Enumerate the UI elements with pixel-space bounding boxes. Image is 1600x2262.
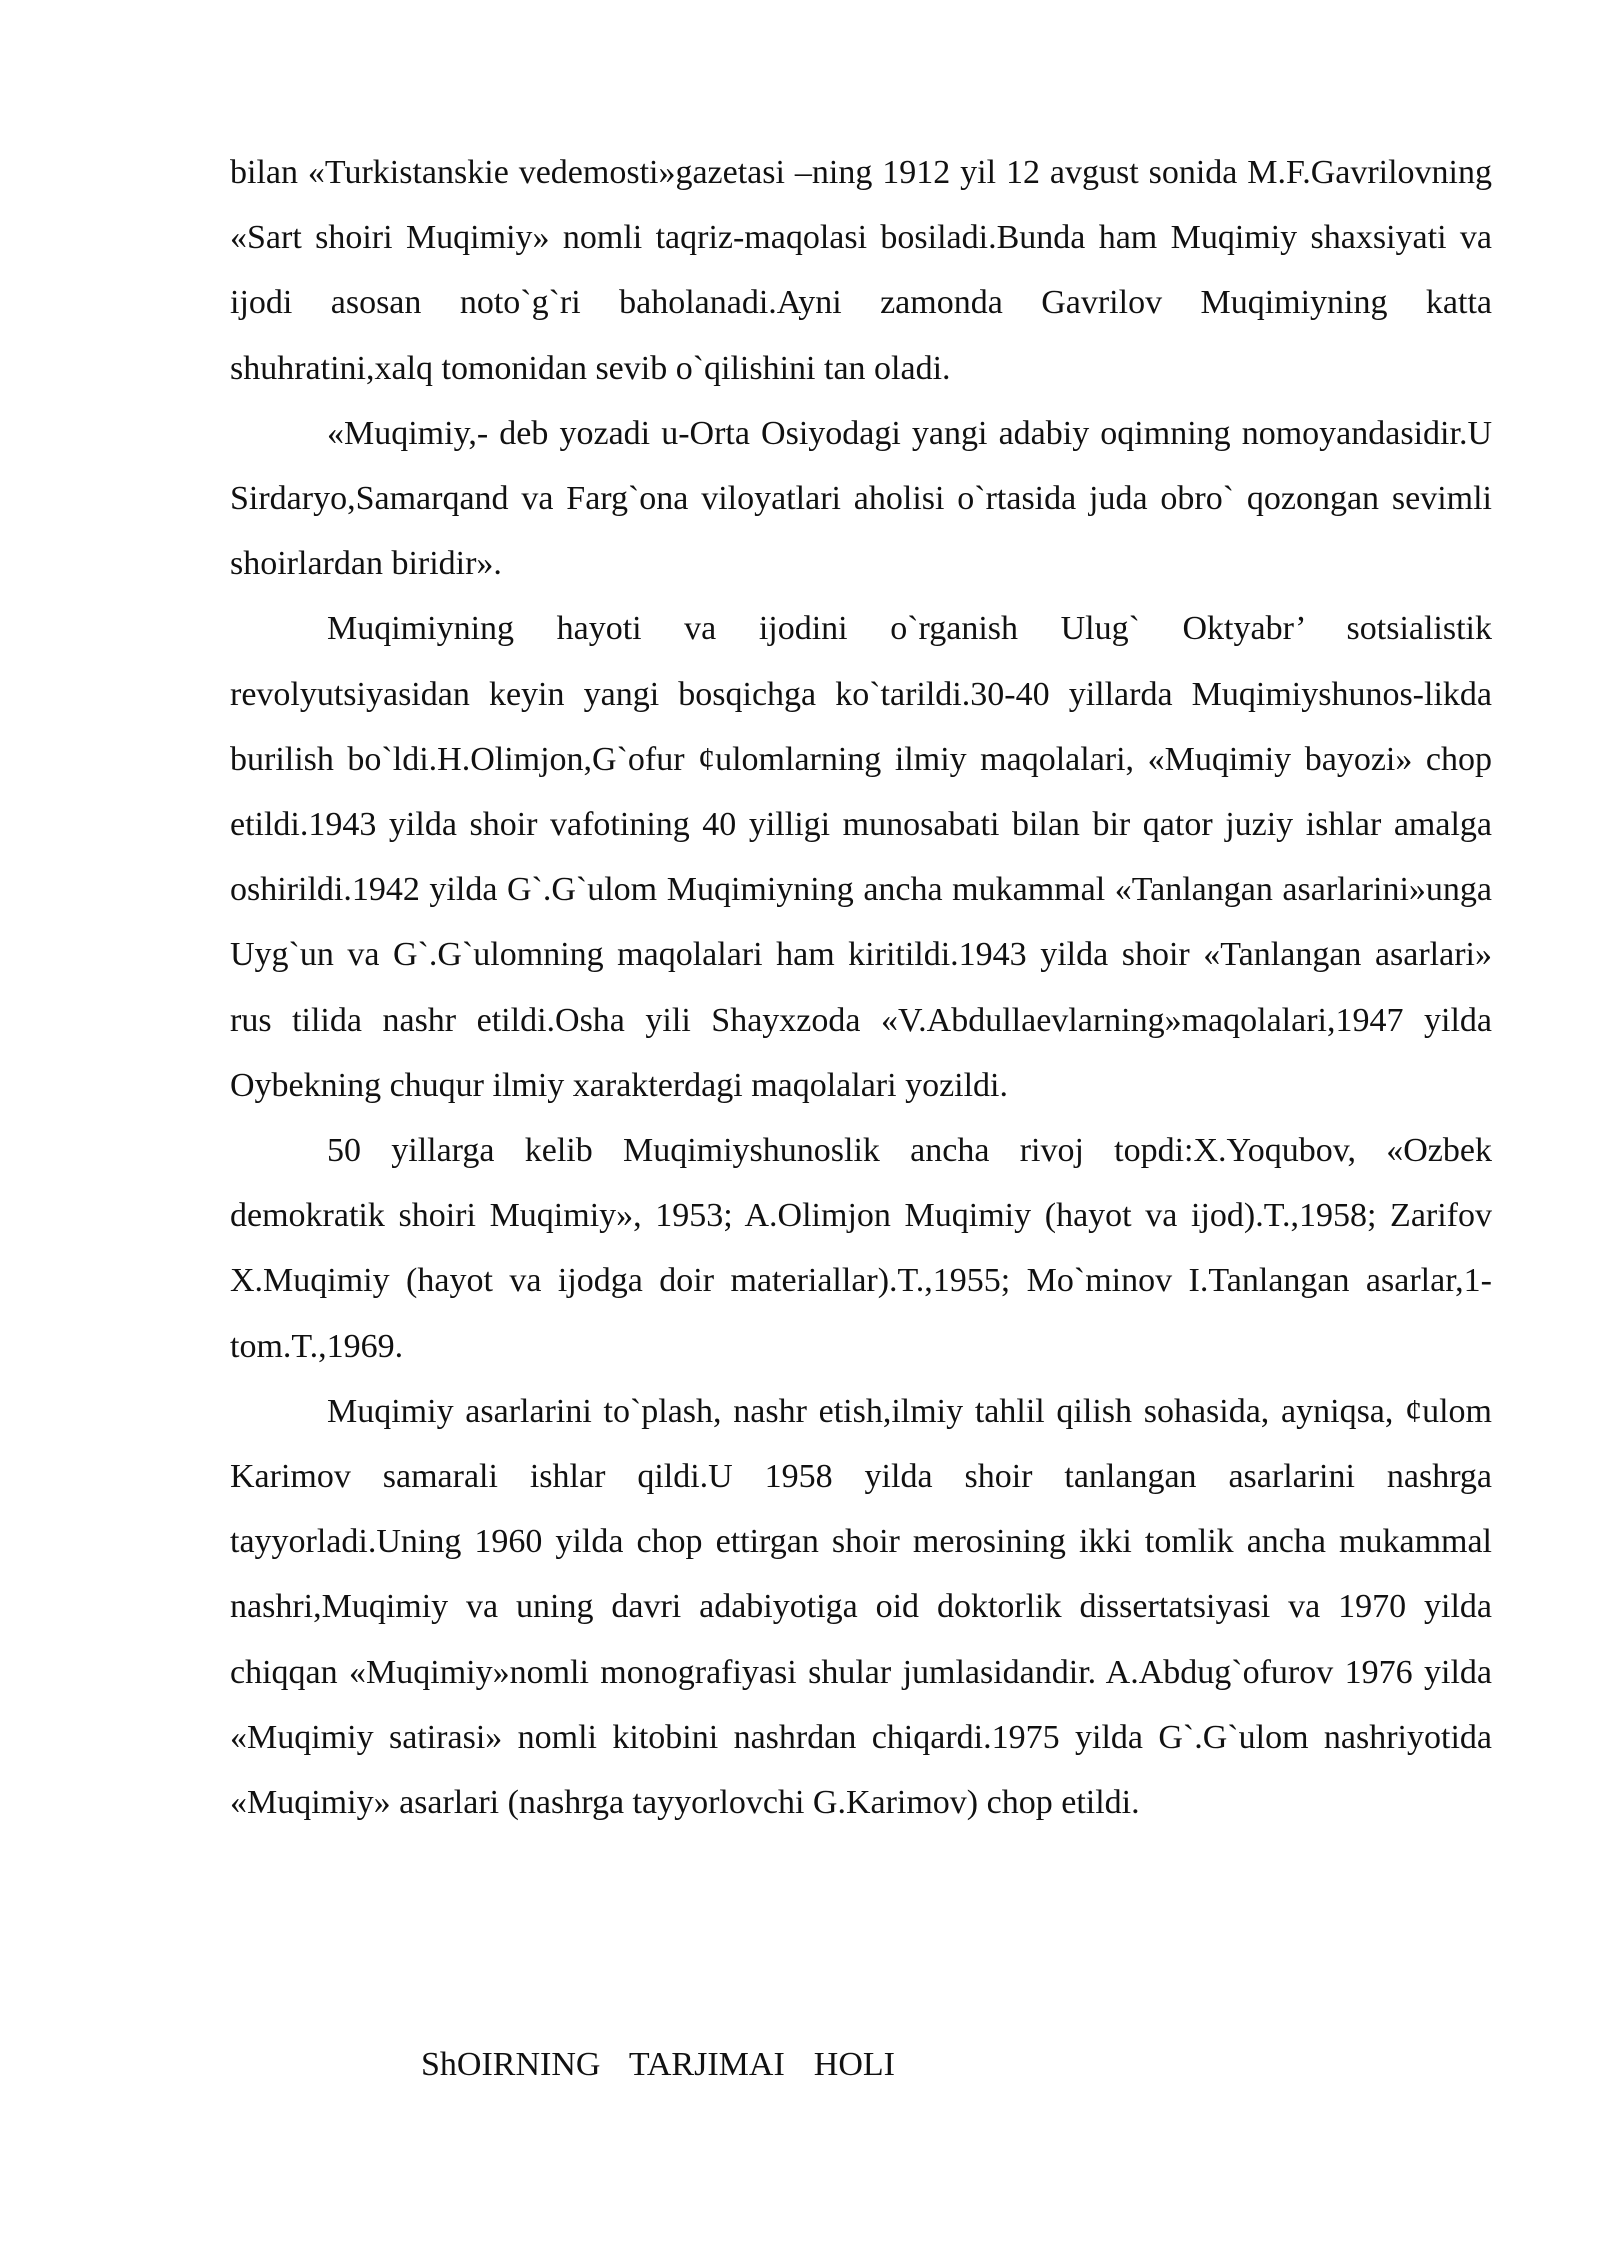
section-heading: ShOIRNING TARJIMAI HOLI: [421, 2046, 895, 2083]
document-body: [230, 140, 1492, 1835]
paragraph-fifties-research: 50 yillarga kelib Muqimiyshunoslik ancha rivoj topdi:X.Yoqubov, «Ozbek demokratik shoiri Muqimiy», 1953; A.Olimjon Muqimiy (hayot va ijod).T.,1958; Zarifov X.Muqimiy (hayot va ijodga doir materiallar).T.,1955; Mo`minov I.Tanlangan asarlar,1-tom.T.,1969.: [230, 1132, 1492, 1365]
paragraph-karimov-work: Muqimiy asarlarini to`plash, nashr etish,ilmiy tahlil qilish sohasida, ayniqsa, ¢ulom Karimov samarali ishlar qildi.U 1958 yilda shoir tanlangan asarlarini nashrga tayyorladi.Uning 1960 yilda chop ettirgan shoir merosining ikki tomlik ancha mukammal nashri,Muqimiy va uning davri adabiyotiga oid doktorlik dissertatsiyasi va 1970 yilda chiqqan «Muqimiy»nomli monografiyasi shular jumlasidandir. A.Abdug`ofurov 1976 yilda «Muqimiy satirasi» nomli kitobini nashrdan chiqardi.1975 yilda G`.G`ulom nashriyotida «Muqimiy» asarlari (nashrga tayyorlovchi G.Karimov) chop etildi.: [230, 1392, 1492, 1822]
paragraph-gavrilov-review: bilan «Turkistanskie vedemosti»gazetasi –ning 1912 yil 12 avgust sonida M.F.Gavrilovning «Sart shoiri Muqimiy» nomli taqriz-maqolasi bosiladi.Bunda ham Muqimiy shaxsiyati va ijodi asosan noto`g`ri baholanadi.Ayni zamonda Gavrilov Muqimiyning katta shuhratini,xalq tomonidan sevib o`qilishini tan oladi.: [230, 154, 1492, 387]
paragraph-gavrilov-quote: «Muqimiy,- deb yozadi u-Orta Osiyodagi yangi adabiy oqimning nomoyandasidir.U Sirdaryo,Samarqand va Farg`ona viloyatlari aholisi o`rtasida juda obro` qozongan sevimli shoirlardan biridir».: [230, 414, 1492, 583]
paragraph-study-history: Muqimiyning hayoti va ijodini o`rganish Ulug` Oktyabr’ sotsialistik revolyutsiyasidan keyin yangi bosqichga ko`tarildi.30-40 yillarda Muqimiyshunos-likda burilish bo`ldi.H.Olimjon,G`ofur ¢ulomlarning ilmiy maqolalari, «Muqimiy bayozi» chop etildi.1943 yilda shoir vafotining 40 yilligi munosabati bilan bir qator juziy ishlar amalga oshirildi.1942 yilda G`.G`ulom Muqimiyning ancha mukammal «Tanlangan asarlarini»unga Uyg`un va G`.G`ulomning maqolalari ham kiritildi.1943 yilda shoir «Tanlangan asarlari» rus tilida nashr etildi.Osha yili Shayxzoda «V.Abdullaevlarning»maqolalari,1947 yilda Oybekning chuqur ilmiy xarakterdagi maqolalari yozildi.: [230, 610, 1492, 1104]
